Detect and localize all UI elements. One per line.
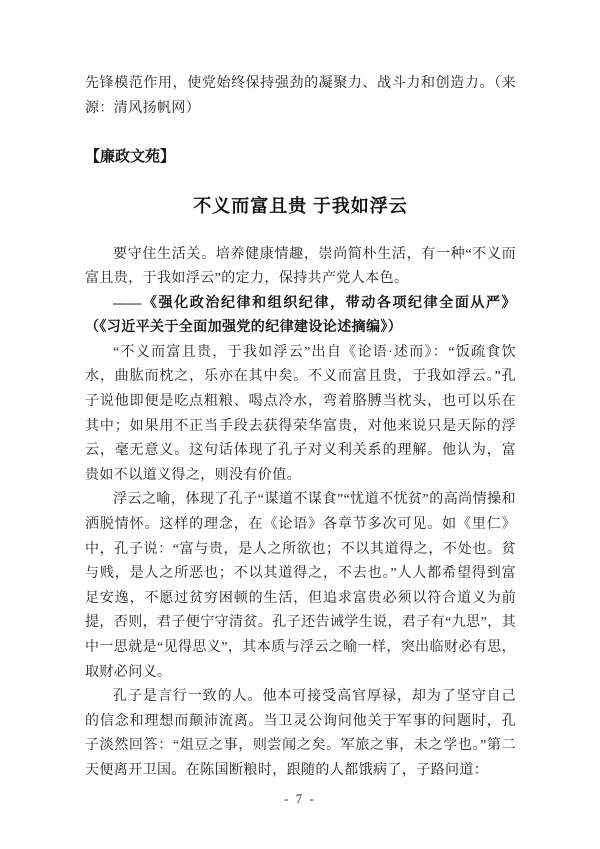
leading-paragraph: 先锋模范作用，使党始终保持强劲的凝聚力、战斗力和创造力。（来源：清风扬帆网）: [85, 76, 516, 116]
page-number: - 7 -: [284, 791, 316, 806]
article-title: 不义而富且贵 于我如浮云: [193, 195, 408, 216]
body-paragraph: 要守住生活关。培养健康情趣，崇尚简朴生活，有一种“不义而富且贵，于我如浮云”的定力，保持共产党人本色。: [85, 246, 516, 287]
body-paragraph: ——《强化政治纪律和组织纪律，带动各项纪律全面从严》（《习近平关于全面加强党的纪律建设论述摘编》）: [85, 295, 516, 336]
body-paragraph: 浮云之喻，体现了孔子“谋道不谋食”“忧道不忧贫”的高尚情操和洒脱情怀。这样的理念，在《论语》各章节多次可见。如《里仁》中，孔子说：“富与贵，是人之所欲也；不以其道得之，不处也。贫与贱，是人之所恶也；不以其道得之，不去也。”人人都希望得到富足安逸，不愿过贫穷困顿的生活，但追求富贵必须以符合道义为前提，否则，君子便宁守清贫。孔子还告诫学生说，君子有“九思”，其中一思就是“见得思义”，其本质与浮云之喻一样，突出临财必有思，取财必问义。: [85, 492, 516, 680]
page-content: [85, 72, 516, 784]
body-paragraph: “不义而富且贵，于我如浮云”出自《论语·述而》：“饭疏食饮水，曲肱而枕之，乐亦在其中矣。不义而富且贵，于我如浮云。”孔子说他即便是吃点粗粮、喝点冷水，弯着胳膊当枕头，也可以乐在其中；如果用不正当手段去获得荣华富贵，对他来说只是天际的浮云，毫无意义。这句话体现了孔子对义利关系的理解。他认为，富贵如不以道义得之，则没有价值。: [85, 344, 516, 483]
article-body: [85, 243, 516, 784]
body-paragraph: 孔子是言行一致的人。他本可接受高官厚禄，却为了坚守自己的信念和理想而颠沛流离。当卫灵公询问他关于军事的问题时，孔子淡然回答：“俎豆之事，则尝闻之矣。军旅之事，未之学也。”第二天便离开卫国。在陈国断粮时，跟随的人都饿病了，子路问道：: [85, 689, 516, 778]
section-label: 【廉政文苑】: [85, 149, 176, 165]
